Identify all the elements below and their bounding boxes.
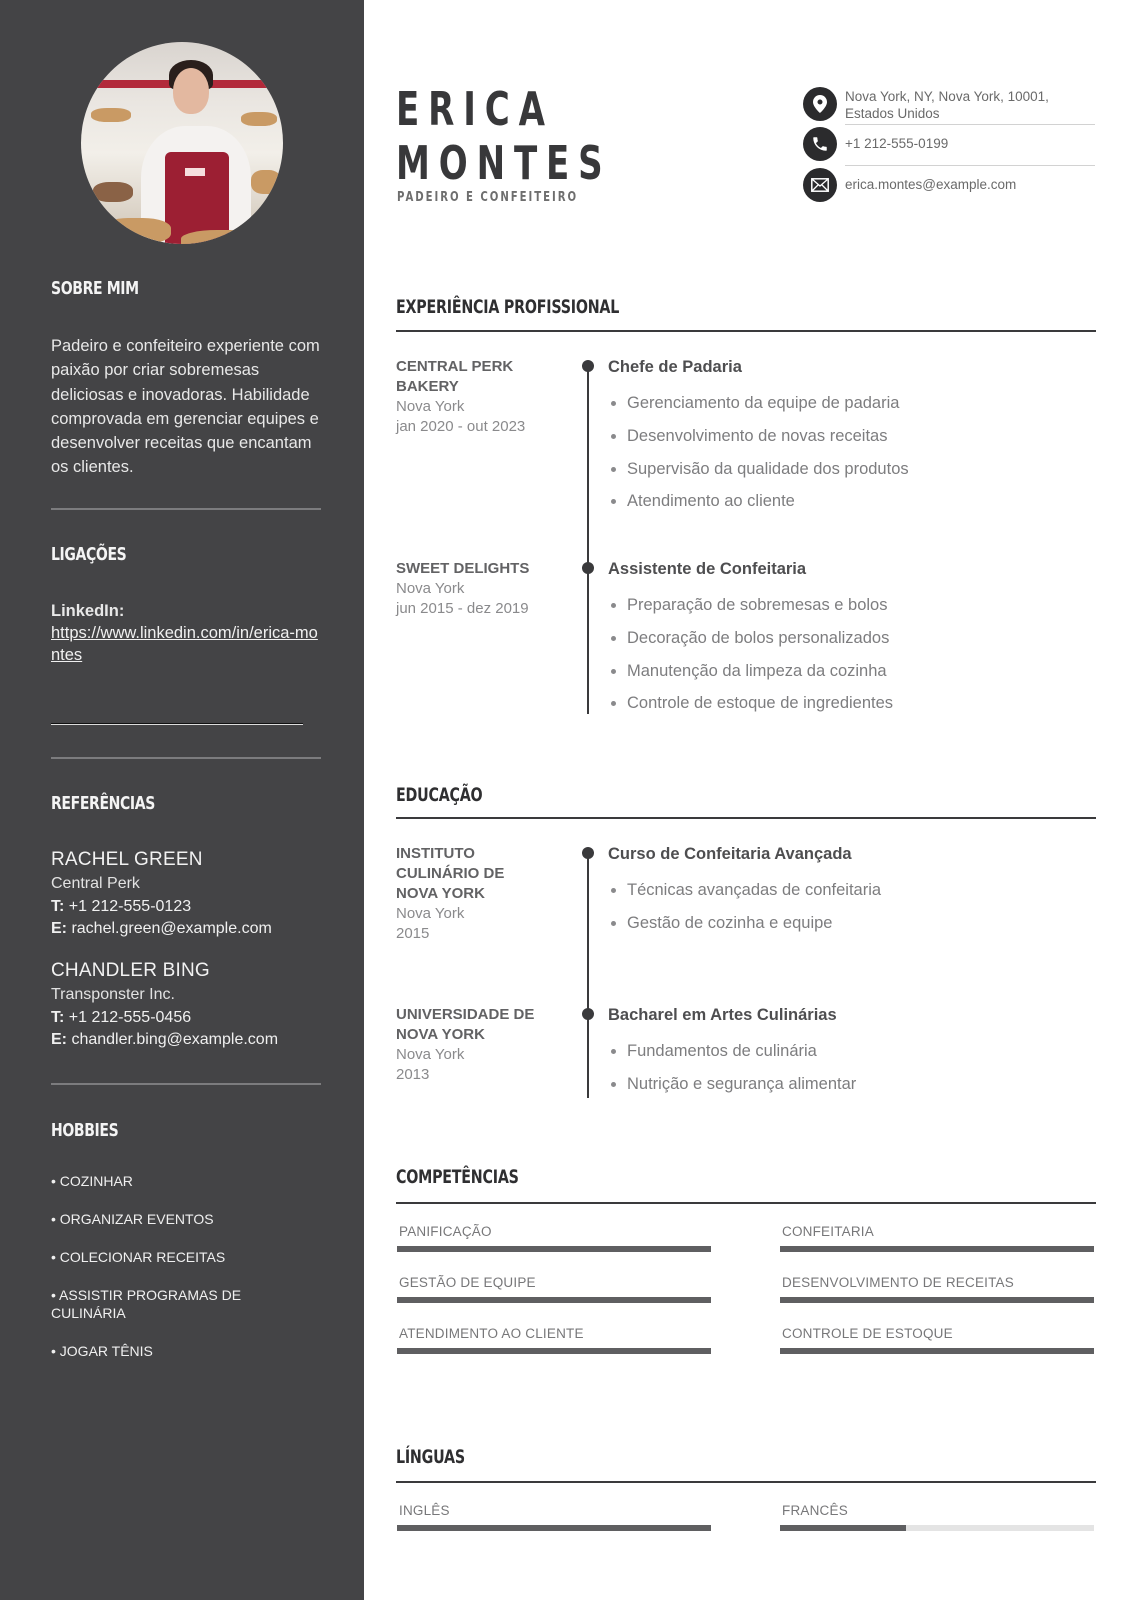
photo-bread [91,108,131,122]
course-topics-list [608,1041,1088,1094]
timeline-line [587,852,589,1098]
location: Nova York [396,905,465,922]
language-bar-fill [397,1525,711,1531]
language-item [780,1503,1094,1531]
language-label: FRANCÊS [782,1503,848,1518]
responsibility-item: Controle de estoque de ingredientes [608,693,1088,713]
section-rule [396,1481,1096,1483]
skill-bar [780,1246,1094,1252]
hobby-item: • COZINHAR [51,1173,133,1189]
contact-block [803,87,1095,202]
hobbies-heading: HOBBIES [51,1120,119,1141]
phone-text: +1 212-555-0199 [845,136,949,151]
skill-label: PANIFICAÇÃO [399,1224,492,1239]
hobby-item: • COLECIONAR RECEITAS [51,1249,226,1265]
responsibility-item: Gerenciamento da equipe de padaria [608,393,1088,413]
skill-item [780,1326,1094,1354]
photo-bread [251,170,281,194]
reference-item [51,959,321,1051]
skill-item [780,1275,1094,1303]
skill-item [397,1326,711,1354]
skill-item [780,1224,1094,1252]
skill-bar [780,1348,1094,1354]
skill-label: CONTROLE DE ESTOQUE [782,1326,953,1341]
institution: INSTITUTO CULINÁRIO DE NOVA YORK [396,845,505,902]
reference-phone-row [51,896,321,918]
languages-heading: LÍNGUAS [396,1446,465,1468]
dates: jun 2015 - dez 2019 [396,600,529,617]
language-item [397,1503,711,1531]
responsibility-item: Manutenção da limpeza da cozinha [608,661,1088,681]
timeline-dot [582,562,594,574]
skills-heading: COMPETÊNCIAS [396,1166,519,1188]
about-text: Padeiro e confeiteiro experiente com paixão por criar sobremesas deliciosas e inovadoras. Habilidade comprovada em gerenciar equipes e desenvolver receitas que encantam os clientes. [51,337,320,477]
reference-email-row [51,1029,321,1051]
skill-label: DESENVOLVIMENTO DE RECEITAS [782,1275,1014,1290]
linkedin-block [51,600,321,666]
skill-bar-fill [780,1348,1094,1354]
timeline-dot [582,1008,594,1020]
topic-item: Gestão de cozinha e equipe [608,913,1088,933]
skill-label: ATENDIMENTO AO CLIENTE [399,1326,584,1341]
education-detail [608,844,1088,946]
dates: jan 2020 - out 2023 [396,418,526,435]
location: Nova York [396,1046,465,1063]
responsibilities-list [608,595,1088,713]
profile-photo [81,42,283,244]
location-pin-icon [803,87,837,121]
skill-label: GESTÃO DE EQUIPE [399,1275,536,1290]
education-meta [396,844,546,944]
divider [51,508,321,510]
skill-item [397,1224,711,1252]
education-heading: EDUCAÇÃO [396,784,483,806]
language-bar-fill [780,1525,906,1531]
contact-email [803,168,1095,202]
employer: CENTRAL PERK BAKERY [396,358,514,395]
blank-underline [51,723,303,725]
address-text [845,87,1049,122]
phone-label: T: [51,898,65,916]
skill-bar-fill [780,1297,1094,1303]
timeline-dot [582,360,594,372]
hobby-item: • ORGANIZAR EVENTOS [51,1211,214,1227]
divider [845,165,1095,166]
timeline-line [587,366,589,714]
envelope-icon [803,168,837,202]
responsibility-item: Supervisão da qualidade dos produtos [608,459,1088,479]
education-meta [396,1005,546,1085]
reference-phone: +1 212-555-0456 [68,1009,192,1027]
linkedin-link[interactable]: https://www.linkedin.com/in/erica-montes [51,624,318,664]
photo-bread [181,230,271,244]
linkedin-label: LinkedIn: [51,602,125,620]
phone-icon [803,127,837,161]
skill-bar [397,1297,711,1303]
email-text[interactable]: erica.montes@example.com [845,177,1017,192]
divider [51,1083,321,1085]
experience-detail [608,559,1088,726]
role-title: Chefe de Padaria [608,358,742,376]
hobby-item: • ASSISTIR PROGRAMAS DE CULINÁRIA [51,1287,242,1321]
reference-item [51,848,321,940]
contact-address [803,87,1095,122]
email-label: E: [51,920,67,938]
section-rule [396,330,1096,332]
address-line2: Estados Unidos [845,106,940,121]
reference-company: Central Perk [51,875,140,893]
email-label: E: [51,1031,67,1049]
reference-name: CHANDLER BING [51,960,210,981]
section-rule [396,817,1096,819]
links-heading: LIGAÇÕES [51,544,127,565]
reference-email-row [51,918,321,940]
location: Nova York [396,580,465,597]
reference-email[interactable]: rachel.green@example.com [71,920,272,938]
phone-label: T: [51,1009,65,1027]
dates: 2013 [396,1066,430,1083]
sidebar [0,0,364,1600]
skill-bar-fill [397,1297,711,1303]
location: Nova York [396,398,465,415]
employer: SWEET DELIGHTS [396,560,530,577]
experience-detail [608,357,1088,524]
first-name: ERICA [396,82,554,136]
degree-title: Bacharel em Artes Culinárias [608,1006,837,1024]
topic-item: Nutrição e segurança alimentar [608,1074,1088,1094]
education-detail [608,1005,1088,1107]
section-rule [396,1202,1096,1204]
address-line1: Nova York, NY, Nova York, 10001, [845,89,1049,104]
contact-phone [803,127,1095,161]
experience-meta [396,559,556,619]
skill-bar [397,1246,711,1252]
experience-heading: EXPERIÊNCIA PROFISSIONAL [396,296,620,318]
responsibility-item: Desenvolvimento de novas receitas [608,426,1088,446]
skill-bar [780,1297,1094,1303]
topic-item: Fundamentos de culinária [608,1041,1088,1061]
skill-bar-fill [397,1348,711,1354]
hobbies-list [51,1172,301,1380]
references-heading: REFERÊNCIAS [51,793,155,814]
timeline-dot [582,847,594,859]
reference-phone: +1 212-555-0123 [68,898,192,916]
skill-item [397,1275,711,1303]
skill-bar-fill [397,1246,711,1252]
degree-title: Curso de Confeitaria Avançada [608,845,852,863]
divider [51,757,321,759]
reference-name: RACHEL GREEN [51,849,203,870]
responsibility-item: Atendimento ao cliente [608,491,1088,511]
about-heading: SOBRE MIM [51,278,139,299]
divider [845,124,1095,125]
institution: UNIVERSIDADE DE NOVA YORK [396,1006,535,1043]
responsibility-item: Preparação de sobremesas e bolos [608,595,1088,615]
topic-item: Técnicas avançadas de confeitaria [608,880,1088,900]
dates: 2015 [396,925,430,942]
photo-bread [93,182,133,202]
photo-name-tag [185,168,205,176]
language-bar [397,1525,711,1531]
reference-company: Transponster Inc. [51,986,175,1004]
responsibilities-list [608,393,1088,511]
responsibility-item: Decoração de bolos personalizados [608,628,1088,648]
course-topics-list [608,880,1088,933]
photo-face [173,68,209,114]
role-title: Assistente de Confeitaria [608,560,807,578]
photo-bread [101,218,171,244]
skill-label: CONFEITARIA [782,1224,874,1239]
photo-bread [241,112,277,126]
experience-meta [396,357,556,437]
reference-email[interactable]: chandler.bing@example.com [71,1031,279,1049]
reference-phone-row [51,1007,321,1029]
job-title: PADEIRO E CONFEITEIRO [397,190,579,205]
language-label: INGLÊS [399,1503,450,1518]
language-bar [780,1525,1094,1531]
hobby-item: • JOGAR TÊNIS [51,1343,153,1359]
skill-bar-fill [780,1246,1094,1252]
skill-bar [397,1348,711,1354]
last-name: MONTES [396,136,612,190]
